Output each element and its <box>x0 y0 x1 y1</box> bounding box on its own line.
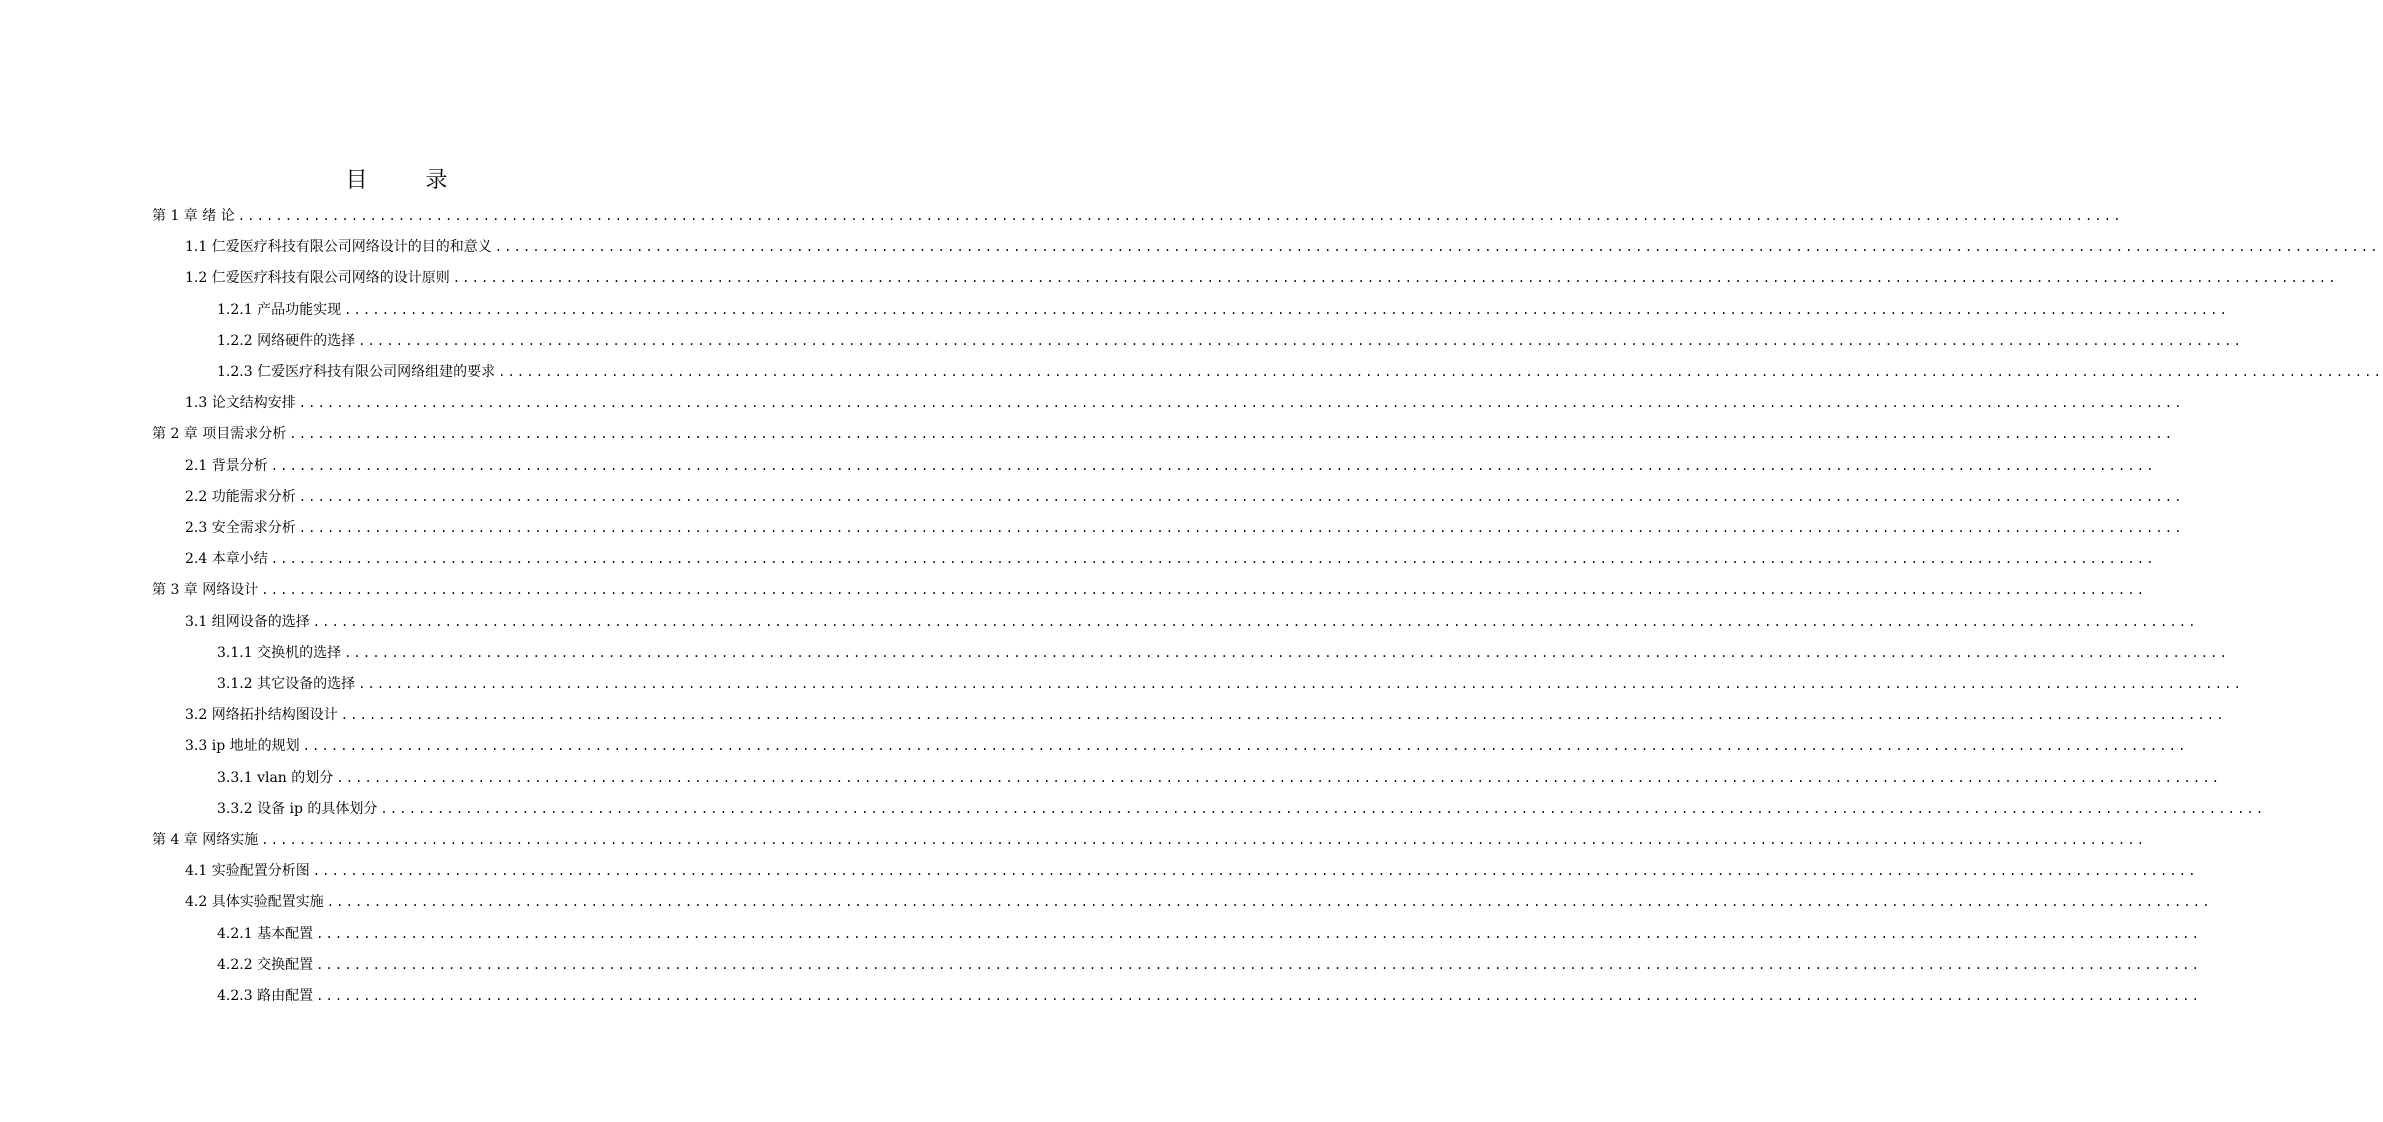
toc-leader-dots: ........................................................................................................................................................................................................ <box>298 521 2184 535</box>
toc-leader-dots: ........................................................................................................................................................................................................ <box>498 365 2383 379</box>
page-title: 目 录 <box>345 168 466 193</box>
toc-entry[interactable] <box>185 263 2338 294</box>
toc-entry-label: 3.3.2 设备 ip 的具体划分 <box>217 800 378 817</box>
toc-entry-label: 4.1 实验配置分析图 <box>185 863 310 880</box>
toc-entry[interactable] <box>185 451 2156 482</box>
toc-entry-label: 4.2.1 基本配置 <box>217 925 314 942</box>
toc-entry[interactable] <box>217 981 2201 1012</box>
toc-entry-label: 1.3 论文结构安排 <box>185 395 296 412</box>
toc-leader-dots: ........................................................................................................................................................................................................ <box>494 240 2380 255</box>
toc-entry[interactable] <box>185 731 2188 762</box>
toc-entry[interactable] <box>217 638 2229 669</box>
toc-entry-label: 第 1 章 绪 论 <box>152 208 235 224</box>
toc-entry-label: 4.2 具体实验配置实施 <box>185 894 324 911</box>
toc-leader-dots: ........................................................................................................................................................................................................ <box>237 209 2123 223</box>
toc-entry[interactable] <box>217 950 2201 981</box>
toc-entry[interactable] <box>217 919 2201 950</box>
toc-leader-dots: ........................................................................................................................................................................................................ <box>302 739 2188 754</box>
toc-entry[interactable] <box>217 357 2383 388</box>
toc-leader-dots: ........................................................................................................................................................................................................ <box>344 302 2229 317</box>
toc-leader-dots: ........................................................................................................................................................................................................ <box>344 645 2229 660</box>
toc-leader-dots: ........................................................................................................................................................................................................ <box>336 770 2222 785</box>
toc-entry-label: 3.1 组网设备的选择 <box>185 613 310 630</box>
toc-entry[interactable] <box>217 763 2222 794</box>
toc-entry-label: 第 3 章 网络设计 <box>152 582 259 599</box>
toc-leader-dots: ........................................................................................................................................................................................................ <box>312 864 2198 879</box>
toc-entry-label: 2.3 安全需求分析 <box>185 520 296 536</box>
toc-leader-dots: ........................................................................................................................................................................................................ <box>261 583 2147 598</box>
toc-entry[interactable] <box>185 607 2198 638</box>
toc-entry[interactable] <box>185 856 2198 887</box>
toc-entry-label: 第 4 章 网络实施 <box>152 832 259 848</box>
toc-entry-label: 1.2.1 产品功能实现 <box>217 301 342 318</box>
toc-entry-label: 1.2.2 网络硬件的选择 <box>217 332 356 349</box>
toc-leader-dots: ........................................................................................................................................................................................................ <box>298 396 2184 411</box>
toc-entry[interactable] <box>185 513 2184 544</box>
toc-entry-label: 2.1 背景分析 <box>185 457 268 474</box>
toc-entry-label: 第 2 章 项目需求分析 <box>152 426 287 443</box>
toc-entry[interactable] <box>185 388 2184 419</box>
toc-entry-label: 3.1.2 其它设备的选择 <box>217 676 356 692</box>
toc-entry-label: 3.3 ip 地址的规划 <box>185 738 300 755</box>
toc-leader-dots: ........................................................................................................................................................................................................ <box>326 895 2212 910</box>
toc-leader-dots: ........................................................................................................................................................................................................ <box>289 427 2175 442</box>
toc-entry[interactable] <box>185 544 2156 575</box>
toc-entry-label: 2.4 本章小结 <box>185 551 268 568</box>
toc-leader-dots: ........................................................................................................................................................................................................ <box>270 458 2156 473</box>
toc-entry[interactable] <box>185 700 2226 731</box>
toc-leader-dots: ........................................................................................................................................................................................................ <box>316 926 2201 941</box>
toc-leader-dots: ........................................................................................................................................................................................................ <box>316 957 2201 972</box>
toc-entry[interactable] <box>152 201 2123 232</box>
toc-leader-dots: ........................................................................................................................................................................................................ <box>312 614 2198 629</box>
toc-entry-label: 2.2 功能需求分析 <box>185 488 296 505</box>
toc-entry-label: 1.1 仁爱医疗科技有限公司网络设计的目的和意义 <box>185 239 492 256</box>
toc-entry[interactable] <box>185 482 2184 513</box>
toc-entry[interactable] <box>217 326 2243 357</box>
toc-leader-dots: ........................................................................................................................................................................................................ <box>358 677 2243 691</box>
toc-entry[interactable] <box>217 794 2266 825</box>
toc-leader-dots: ........................................................................................................................................................................................................ <box>270 552 2156 567</box>
toc-leader-dots: ........................................................................................................................................................................................................ <box>340 708 2226 723</box>
toc-leader-dots: ........................................................................................................................................................................................................ <box>358 333 2243 348</box>
toc-leader-dots: ........................................................................................................................................................................................................ <box>452 271 2338 286</box>
toc-leader-dots: ........................................................................................................................................................................................................ <box>298 489 2184 504</box>
toc-entry[interactable] <box>217 295 2229 326</box>
toc-entry-label: 3.3.1 vlan 的划分 <box>217 769 334 786</box>
toc-entry-label: 4.2.2 交换配置 <box>217 956 314 973</box>
toc-leader-dots: ........................................................................................................................................................................................................ <box>261 833 2147 847</box>
toc-entry[interactable] <box>217 669 2243 700</box>
toc-leader-dots: ........................................................................................................................................................................................................ <box>380 801 2266 816</box>
toc-entry-label: 3.2 网络拓扑结构图设计 <box>185 707 338 724</box>
toc-entry[interactable] <box>152 419 2175 450</box>
toc-entry-label: 1.2.3 仁爱医疗科技有限公司网络组建的要求 <box>217 364 496 380</box>
toc-entry[interactable] <box>185 232 2380 263</box>
toc-entry-label: 1.2 仁爱医疗科技有限公司网络的设计原则 <box>185 270 450 287</box>
toc-entry-label: 4.2.3 路由配置 <box>217 988 314 1004</box>
toc-entry[interactable] <box>185 887 2212 918</box>
toc-entry[interactable] <box>152 575 2147 606</box>
toc-entry-label: 3.1.1 交换机的选择 <box>217 644 342 661</box>
toc-entry[interactable] <box>152 825 2147 856</box>
toc-leader-dots: ........................................................................................................................................................................................................ <box>316 989 2201 1003</box>
